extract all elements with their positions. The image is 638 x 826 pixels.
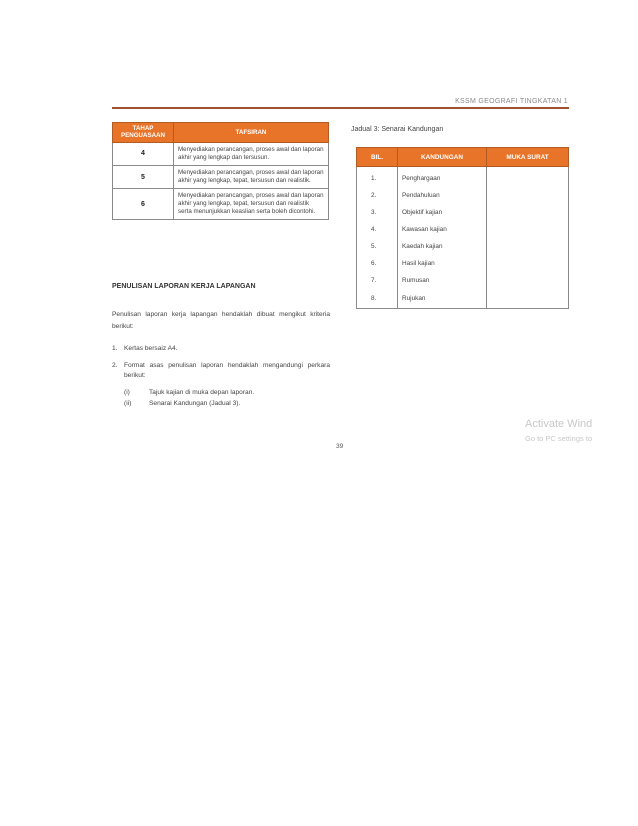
number-cell: 4. bbox=[357, 221, 398, 238]
number-cell: 3. bbox=[357, 204, 398, 221]
section-intro: Penulisan laporan kerja lapangan hendaklah dibuat mengikut kriteria berikut: bbox=[112, 311, 330, 330]
contents-cell: Hasil kajian bbox=[398, 255, 487, 272]
contents-cell: Kawasan kajian bbox=[398, 221, 487, 238]
sublist-item-number: (ii) bbox=[124, 400, 132, 407]
contents-cell: Rujukan bbox=[398, 289, 487, 309]
table-caption: Jadual 3: Senarai Kandungan bbox=[351, 126, 444, 133]
header-rule bbox=[112, 107, 569, 109]
number-cell: 6. bbox=[357, 255, 398, 272]
table-row bbox=[357, 204, 569, 221]
contents-cell: Penghargaan bbox=[398, 167, 487, 188]
sublist-item-text: Senarai Kandungan (Jadual 3). bbox=[149, 400, 241, 407]
list-item-text: Format asas penulisan laporan hendaklah mengandungi perkara berikut: bbox=[124, 362, 330, 379]
table-row bbox=[357, 272, 569, 289]
table-row bbox=[357, 238, 569, 255]
page-cell bbox=[487, 221, 569, 238]
running-header: KSSM GEOGRAFI TINGKATAN 1 bbox=[455, 98, 568, 105]
table-row bbox=[113, 166, 329, 189]
column-header-number: BIL. bbox=[357, 148, 398, 167]
level-cell: 6 bbox=[113, 189, 174, 220]
contents-cell: Objektif kajian bbox=[398, 204, 487, 221]
table-row bbox=[357, 289, 569, 309]
number-cell: 8. bbox=[357, 289, 398, 309]
sublist-item-number: (i) bbox=[124, 389, 130, 396]
contents-cell: Pendahuluan bbox=[398, 187, 487, 204]
page-cell bbox=[487, 204, 569, 221]
level-cell: 4 bbox=[113, 142, 174, 165]
page-cell bbox=[487, 238, 569, 255]
description-cell: Menyediakan perancangan, proses awal dan laporan akhir yang lengkap, tepat, tersusun dan realistik. bbox=[174, 166, 329, 189]
column-header-interpretation: TAFSIRAN bbox=[174, 123, 329, 143]
number-cell: 1. bbox=[357, 167, 398, 188]
contents-cell: Kaedah kajian bbox=[398, 238, 487, 255]
page-number: 39 bbox=[336, 443, 344, 450]
number-cell: 2. bbox=[357, 187, 398, 204]
activation-watermark-title: Activate Wind bbox=[525, 418, 593, 430]
mastery-level-table bbox=[112, 122, 329, 220]
table-row bbox=[113, 189, 329, 220]
table-row bbox=[113, 142, 329, 165]
number-cell: 5. bbox=[357, 238, 398, 255]
table-row bbox=[357, 255, 569, 272]
table-row bbox=[357, 167, 569, 188]
level-cell: 5 bbox=[113, 166, 174, 189]
page-cell bbox=[487, 167, 569, 188]
table-header-row bbox=[113, 123, 329, 143]
number-cell: 7. bbox=[357, 272, 398, 289]
column-header-page: MUKA SURAT bbox=[487, 148, 569, 167]
activation-watermark-subtitle: Go to PC settings to bbox=[525, 434, 593, 443]
column-header-level: TAHAP PENGUASAAN bbox=[113, 123, 174, 143]
description-cell: Menyediakan perancangan, proses awal dan laporan akhir yang lengkap, tepat, tersusun dan realistik serta menunjukkan keaslian serta boleh dicontohi. bbox=[174, 189, 329, 220]
list-item-number: 1. bbox=[112, 345, 118, 352]
page-cell bbox=[487, 272, 569, 289]
contents-cell: Rumusan bbox=[398, 272, 487, 289]
section-title: PENULISAN LAPORAN KERJA LAPANGAN bbox=[112, 283, 256, 290]
table-row bbox=[357, 187, 569, 204]
page-cell bbox=[487, 255, 569, 272]
list-item-number: 2. bbox=[112, 362, 118, 369]
sublist-item-text: Tajuk kajian di muka depan laporan. bbox=[149, 389, 255, 396]
column-header-contents: KANDUNGAN bbox=[398, 148, 487, 167]
table-header-row bbox=[357, 148, 569, 167]
page-cell bbox=[487, 187, 569, 204]
page-cell bbox=[487, 289, 569, 309]
table-row bbox=[357, 221, 569, 238]
list-item-text: Kertas bersaiz A4. bbox=[124, 345, 178, 352]
contents-table bbox=[356, 147, 569, 309]
description-cell: Menyediakan perancangan, proses awal dan laporan akhir yang lengkap dan tersusun. bbox=[174, 142, 329, 165]
